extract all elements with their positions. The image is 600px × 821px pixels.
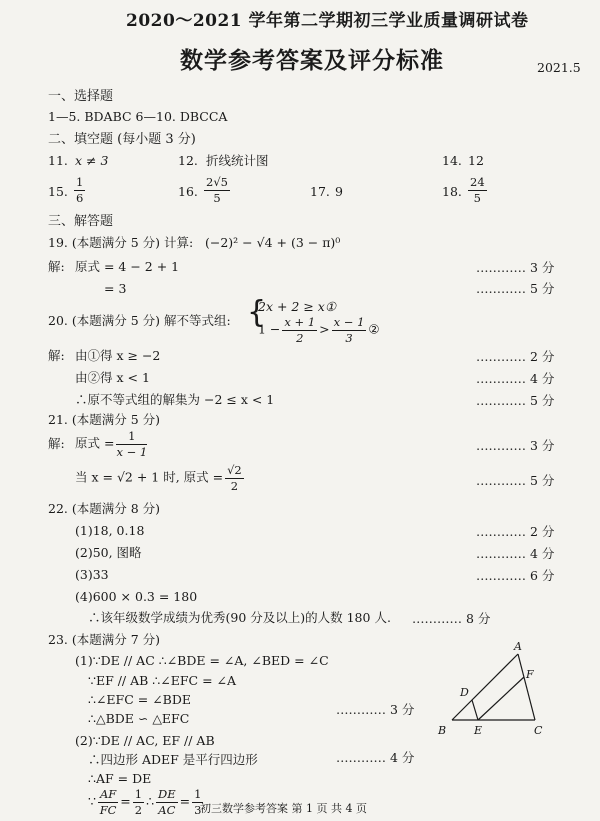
q21-solution-label: 解:	[48, 436, 65, 451]
q19-step2: = 3	[104, 281, 127, 296]
q22-conclusion: ∴该年级数学成绩为优秀(90 分及以上)的人数 180 人.	[88, 610, 391, 625]
q22-score2: ………… 4 分	[476, 546, 555, 561]
q23-score1: ………… 3 分	[336, 702, 415, 717]
q23-line8: ∵ $\frac{AF}{FC}$ = $\frac{1}{2}$ ∴ $\frac{DE}{AC}$ = $\frac{1}{3}$	[88, 787, 202, 817]
vertex-label-a: A	[514, 640, 522, 653]
q20-score3: ………… 5 分	[476, 393, 555, 408]
q23-line4: ∴△BDE ∽ △EFC	[88, 711, 190, 726]
q18-answer: $\frac{24}{5}$	[470, 175, 485, 205]
q21-score1: ………… 3 分	[476, 438, 555, 453]
q20-step2: 由②得 x < 1	[75, 370, 150, 385]
q15-answer: $\frac{1}{6}$	[76, 175, 84, 205]
q23-line7: ∴AF = DE	[88, 771, 152, 786]
section-heading-fill: 二、填空题 (每小题 3 分)	[48, 132, 196, 147]
q20-step3: ∴原不等式组的解集为 −2 ≤ x < 1	[75, 392, 275, 407]
q16-answer: $\frac{2√5}{5}$	[206, 175, 228, 205]
q22-score4: ………… 8 分	[412, 611, 491, 626]
vertex-label-f: F	[526, 668, 534, 681]
q23-line2: ∵EF // AB ∴∠EFC = ∠A	[88, 673, 237, 688]
q19-step1: 原式 = 4 − 2 + 1	[75, 259, 180, 274]
q23-line3: ∴∠EFC = ∠BDE	[88, 692, 192, 707]
segment-ef	[478, 677, 524, 720]
segment-de	[472, 700, 478, 720]
q22-heading: 22. (本题满分 8 分)	[48, 501, 161, 516]
q19-score2: ………… 5 分	[476, 281, 555, 296]
section-heading-choice: 一、选择题	[48, 89, 114, 104]
answer-key-title: 数学参考答案及评分标准	[180, 47, 444, 74]
q19-solution-label: 解:	[48, 259, 65, 274]
q20-step1: 由①得 x ≥ −2	[75, 348, 161, 363]
q23-score2: ………… 4 分	[336, 750, 415, 765]
q23-line1: (1)∵DE // AC ∴∠BDE = ∠A, ∠BED = ∠C	[75, 653, 329, 668]
vertex-label-c: C	[534, 724, 543, 737]
q22-part1: (1)18, 0.18	[75, 523, 145, 538]
q22-part3: (3)33	[75, 567, 109, 582]
q23-line6: ∴四边形 ADEF 是平行四边形	[88, 752, 258, 767]
q15-label: 15.	[48, 184, 68, 199]
q22-score1: ………… 2 分	[476, 524, 555, 539]
section-heading-solution: 三、解答题	[48, 214, 114, 229]
q20-inequality1: 2x + 2 ≥ x①	[258, 299, 337, 314]
system-brace: {	[247, 295, 267, 330]
q20-solution-label: 解:	[48, 348, 65, 363]
q19-expression: (−2)² − √4 + (3 − π)⁰	[205, 235, 341, 250]
q17-answer: 9	[335, 184, 343, 199]
q21-step1: 原式 = $\frac{1}{x - 1}$	[75, 429, 148, 459]
exam-title: 2020～2021 学年第二学期初三学业质量调研试卷	[126, 11, 529, 31]
q23-heading: 23. (本题满分 7 分)	[48, 632, 161, 647]
q22-part2: (2)50, 图略	[75, 545, 142, 560]
q22-score3: ………… 6 分	[476, 568, 555, 583]
triangle-figure	[430, 640, 560, 740]
q19-heading: 19. (本题满分 5 分) 计算:	[48, 235, 194, 250]
q11-answer: x ≠ 3	[75, 153, 109, 168]
q16-label: 16.	[178, 184, 198, 199]
q21-score2: ………… 5 分	[476, 473, 555, 488]
q20-inequality2: 1 − $\frac{x + 1}{2}$ > $\frac{x - 1}{3}$ ②	[258, 315, 380, 345]
q18-label: 18.	[442, 184, 462, 199]
q21-step2: 当 x = √2 + 1 时, 原式 = $\frac{√2}{2}$	[75, 463, 242, 493]
q20-heading: 20. (本题满分 5 分) 解不等式组:	[48, 313, 231, 328]
q12-answer: 折线统计图	[206, 153, 269, 168]
q19-score1: ………… 3 分	[476, 260, 555, 275]
exam-date: 2021.5	[537, 60, 581, 75]
vertex-label-d: D	[460, 686, 469, 699]
q20-score2: ………… 4 分	[476, 371, 555, 386]
q12-label: 12.	[178, 153, 198, 168]
choice-answers: 1—5. BDABC 6—10. DBCCA	[48, 109, 228, 124]
q23-line5: (2)∵DE // AC, EF // AB	[75, 733, 215, 748]
q21-heading: 21. (本题满分 5 分)	[48, 412, 161, 427]
page-footer: 初三数学参考答案 第 1 页 共 4 页	[200, 802, 367, 815]
q17-label: 17.	[310, 184, 330, 199]
q20-score1: ………… 2 分	[476, 349, 555, 364]
vertex-label-b: B	[438, 724, 447, 737]
vertex-label-e: E	[474, 724, 483, 737]
q22-part4: (4)600 × 0.3 = 180	[75, 589, 198, 604]
q14-label: 14.	[442, 153, 462, 168]
side-ac	[518, 654, 535, 720]
q14-answer: 12	[468, 153, 484, 168]
q11-label: 11.	[48, 153, 68, 168]
